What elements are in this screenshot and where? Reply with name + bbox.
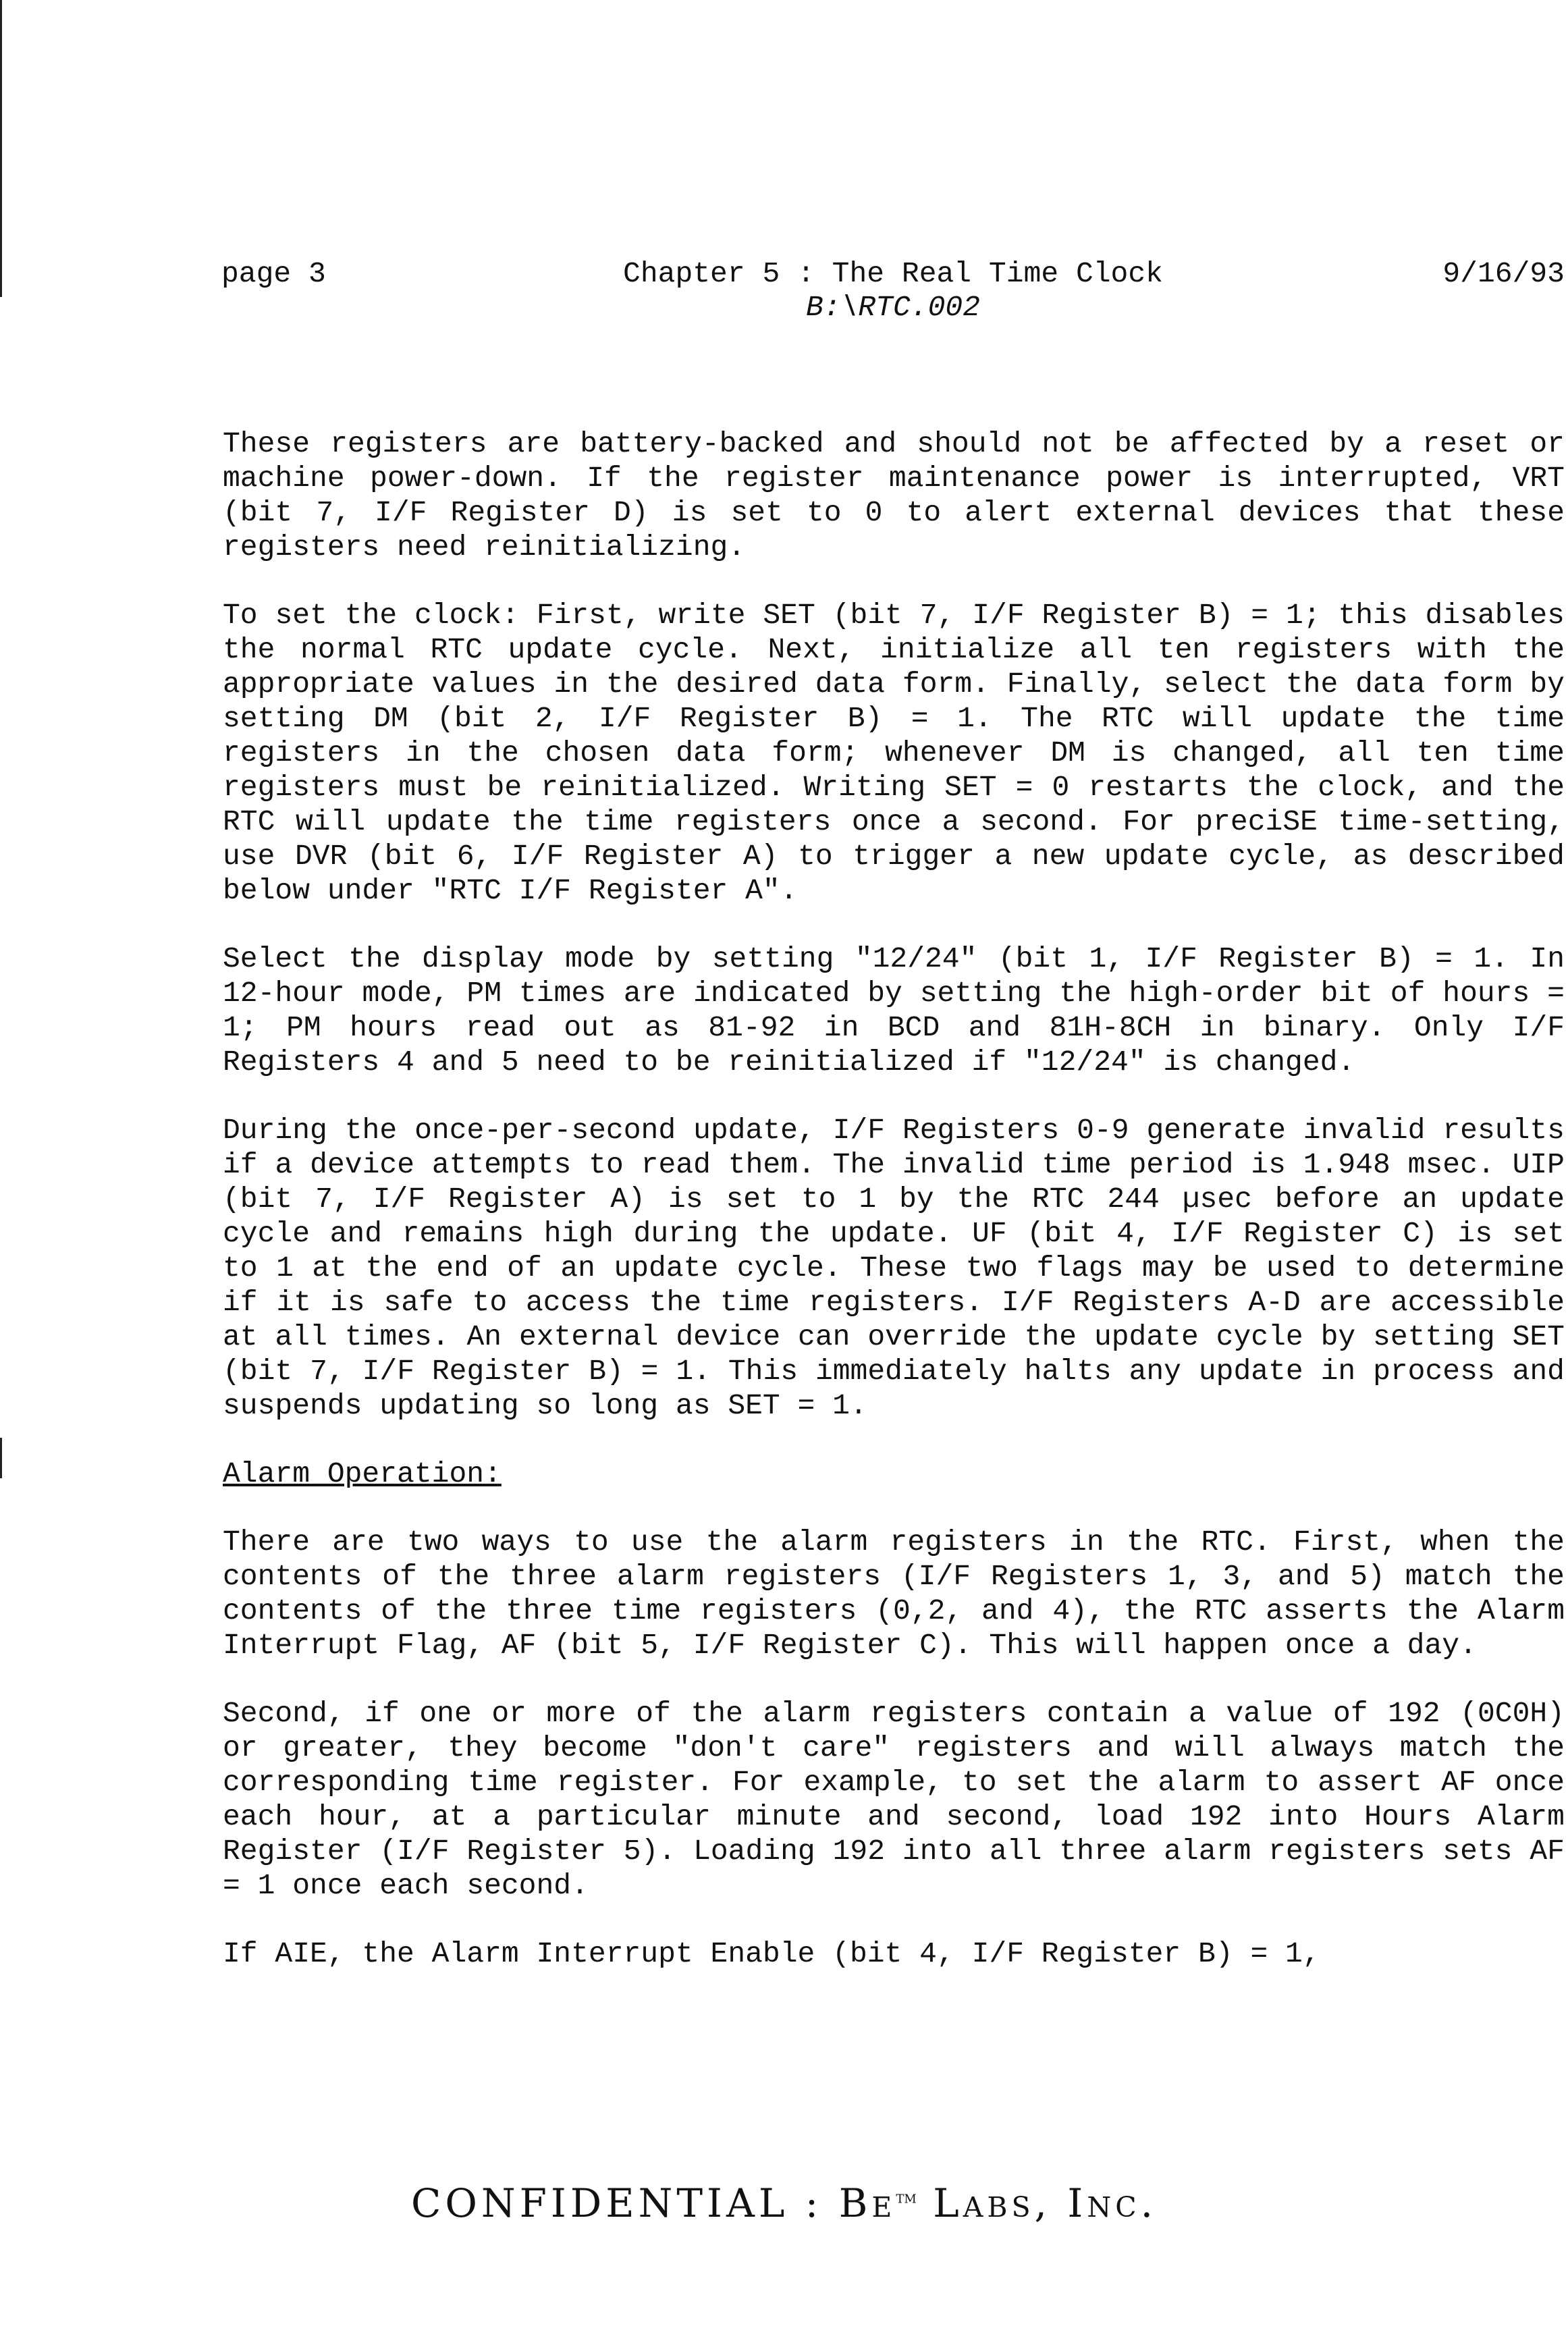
page-header	[221, 257, 1565, 338]
alarm-operation-heading: Alarm Operation:	[223, 1457, 502, 1490]
footer-left: CONFIDENTIAL : Be	[410, 2180, 896, 2226]
footer-trademark: tm	[896, 2187, 917, 2208]
paragraph-alarm-aie: If AIE, the Alarm Interrupt Enable (bit 4, I/F Register B) = 1,	[223, 1937, 1320, 1970]
scan-edge-bottom	[0, 1438, 2, 1478]
chapter-title: Chapter 5 : The Real Time Clock	[623, 257, 1163, 290]
page-number: page 3	[221, 257, 326, 290]
document-body	[223, 427, 1565, 2005]
paragraph-display-mode: Select the display mode by setting "12/24" (bit 1, I/F Register B) = 1. In 12-hour mode, PM times are indicated by setting the high-order bit of hours = 1; PM hours read out as 81-92 in BCD and 81H-8CH in binary. Only I/F Registers 4 and 5 need to be reinitialized if "12/24" is changed.	[223, 942, 1565, 1079]
paragraph-set-clock: To set the clock: First, write SET (bit 7, I/F Register B) = 1; this disables the normal RTC update cycle. Next, initialize all ten registers with the appropriate values in the desired data form. Finally, select the data form by setting DM (bit 2, I/F Register B) = 1. The RTC will update the time registers in the chosen data form; whenever DM is changed, all ten time registers must be reinitialized. Writing SET = 0 restarts the clock, and the RTC will update the time registers once a second. For preciSE time-setting, use DVR (bit 6, I/F Register A) to trigger a new update cycle, as described below under "RTC I/F Register A".	[223, 599, 1565, 907]
file-path: B:\RTC.002	[805, 291, 981, 324]
paragraph-battery-backed: These registers are battery-backed and should not be affected by a reset or machine power-down. If the register maintenance power is interrupted, VRT (bit 7, I/F Register D) is set to 0 to alert external devices that these registers need reinitializing.	[223, 427, 1565, 564]
footer-right: Labs, Inc.	[916, 2180, 1158, 2226]
paragraph-alarm-second: Second, if one or more of the alarm registers contain a value of 192 (0C0H) or greater, they become "don't care" registers and will always match the corresponding time register. For example, to set the alarm to assert AF once each hour, at a particular minute and second, load 192 into Hours Alarm Register (I/F Register 5). Loading 192 into all three alarm registers sets AF = 1 once each second.	[223, 1697, 1565, 1902]
scan-edge-top	[0, 0, 2, 297]
paragraph-alarm-first: There are two ways to use the alarm registers in the RTC. First, when the contents of the three alarm registers (I/F Registers 1, 3, and 5) match the contents of the three time registers (0,2, and 4), the RTC asserts the Alarm Interrupt Flag, AF (bit 5, I/F Register C). This will happen once a day.	[223, 1526, 1565, 1662]
confidential-footer	[0, 2180, 1568, 2226]
header-date: 9/16/93	[1442, 257, 1565, 290]
paragraph-update-cycle: During the once-per-second update, I/F Registers 0-9 generate invalid results if a device attempts to read them. The invalid time period is 1.948 msec. UIP (bit 7, I/F Register A) is set to 1 by the RTC 244 µsec before an update cycle and remains high during the update. UF (bit 4, I/F Register C) is set to 1 at the end of an update cycle. These two flags may be used to determine if it is safe to access the time registers. I/F Registers A-D are accessible at all times. An external device can override the update cycle by setting SET (bit 7, I/F Register B) = 1. This immediately halts any update in process and suspends updating so long as SET = 1.	[223, 1114, 1565, 1422]
